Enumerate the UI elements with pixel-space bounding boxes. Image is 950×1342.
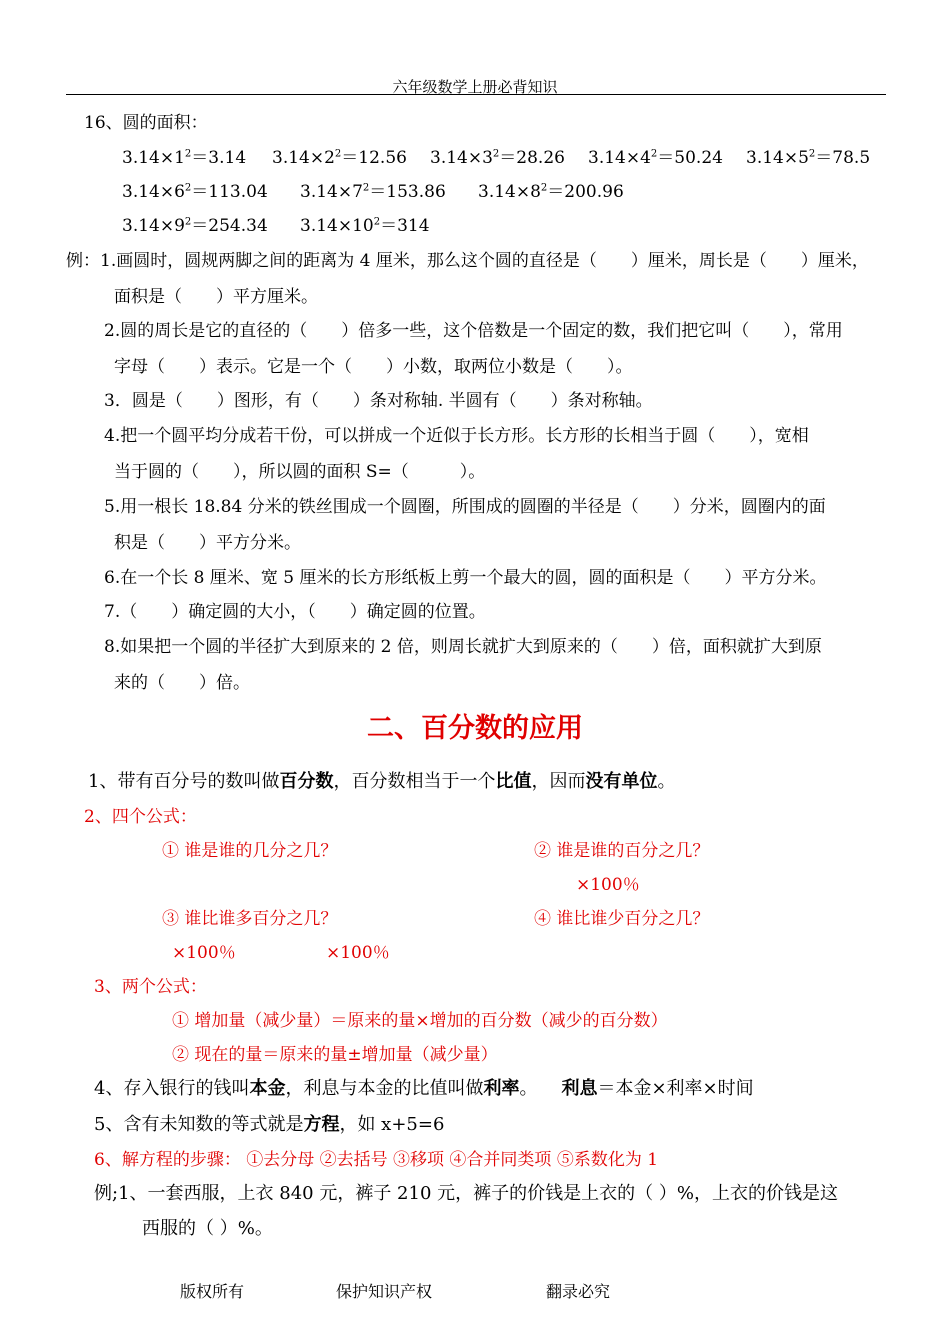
example-4-line-2: 当于圆的（ ），所以圆的面积 S=（ ）。	[114, 462, 486, 482]
example-6: 6.在一个长 8 厘米、宽 5 厘米的长方形纸板上剪一个最大的圆，圆的面积是（ ）平方分米。	[104, 568, 827, 588]
example-4-line-1: 4.把一个圆平均分成若干份，可以拼成一个近似于长方形。长方形的长相当于圆（ ），宽相	[104, 426, 809, 446]
example-8-line-1: 8.如果把一个圆的半径扩大到原来的 2 倍，则周长就扩大到原来的（ ）倍，面积就扩大到原	[104, 637, 822, 657]
formula-1: ① 谁是谁的几分之几？	[162, 841, 338, 861]
area-formula: $3.14\times 4^2=50.24$	[588, 148, 723, 168]
area-formula: $3.14\times 9^2=254.34$	[122, 216, 268, 236]
formula-4: ④ 谁比谁少百分之几？	[534, 909, 710, 929]
percent-definition: 1、带有百分号的数叫做百分数，百分数相当于一个比值，因而没有单位。	[88, 771, 676, 792]
area-formula: $3.14\times 1^2=3.14$	[122, 148, 247, 168]
formula-2: ② 谁是谁的百分之几？	[534, 841, 710, 861]
formula-increase: ① 增加量（减少量）＝原来的量×增加的百分数（减少的百分数）	[172, 1011, 668, 1031]
footer-ip: 保护知识产权	[336, 1282, 433, 1301]
area-formula: $3.14\times 5^2=78.5$	[746, 148, 871, 168]
example-5-line-2: 积是（ ）平方分米。	[114, 533, 301, 553]
area-formula: $3.14\times 3^2=28.26$	[430, 148, 565, 168]
formula-2-multiplier: ×100％	[576, 875, 640, 895]
example-2-line-2: 字母（ ）表示。它是一个（ ）小数，取两位小数是（ ）。	[114, 357, 633, 377]
header-rule	[66, 94, 886, 95]
section-title: 二、百分数的应用	[367, 713, 583, 744]
area-formula: $3.14\times 8^2=200.96$	[478, 182, 624, 202]
formula-3-multiplier: ×100％	[172, 943, 236, 963]
section-16-heading: 16、圆的面积：	[84, 113, 208, 133]
area-formula: $3.14\times 2^2=12.56$	[272, 148, 407, 168]
formula-3: ③ 谁比谁多百分之几？	[162, 909, 338, 929]
example-1-line-1: 例：1.画圆时，圆规两脚之间的距离为 4 厘米，那么这个圆的直径是（ ）厘米，周长是（ ）厘米，	[66, 251, 869, 271]
percent-example-line-2: 西服的（ ）%。	[142, 1218, 273, 1239]
example-8-line-2: 来的（ ）倍。	[114, 673, 250, 693]
equation-steps: 6、解方程的步骤： ①去分母 ②去括号 ③移项 ④合并同类项 ⑤系数化为 1	[94, 1150, 659, 1170]
formula-current: ② 现在的量＝原来的量±增加量（减少量）	[172, 1045, 498, 1065]
percent-example-line-1: 例;1、一套西服，上衣 840 元，裤子 210 元，裤子的价钱是上衣的（ ）%，上衣的价钱是这	[94, 1183, 838, 1204]
example-5-line-1: 5.用一根长 18.84 分米的铁丝围成一个圆圈，所围成的圆圈的半径是（ ）分米，圆圈内的面	[104, 497, 826, 517]
example-3: 3．圆是（ ）图形，有（ ）条对称轴. 半圆有（ ）条对称轴。	[104, 391, 653, 411]
two-formulas-heading: 3、两个公式：	[94, 977, 207, 997]
footer-copyright: 版权所有	[180, 1282, 245, 1301]
footer-notice: 翻录必究	[546, 1282, 611, 1301]
example-2-line-1: 2.圆的周长是它的直径的（ ）倍多一些，这个倍数是一个固定的数，我们把它叫（ ），常用	[104, 321, 843, 341]
formula-4-multiplier: ×100％	[326, 943, 390, 963]
four-formulas-heading: 2、四个公式：	[84, 807, 197, 827]
area-formula: $3.14\times 6^2=113.04$	[122, 182, 268, 202]
example-7: 7.（ ）确定圆的大小，（ ）确定圆的位置。	[104, 602, 486, 622]
area-formula: $3.14\times 10^2=314$	[300, 216, 430, 236]
equation-definition: 5、含有未知数的等式就是方程，如 x+5=6	[94, 1114, 445, 1135]
interest-definition: 4、存入银行的钱叫本金，利息与本金的比值叫做利率。 利息＝本金×利率×时间	[94, 1078, 754, 1099]
page-header: 六年级数学上册必背知识	[392, 78, 558, 96]
area-formula: $3.14\times 7^2=153.86$	[300, 182, 446, 202]
example-1-line-2: 面积是（ ）平方厘米。	[114, 287, 318, 307]
